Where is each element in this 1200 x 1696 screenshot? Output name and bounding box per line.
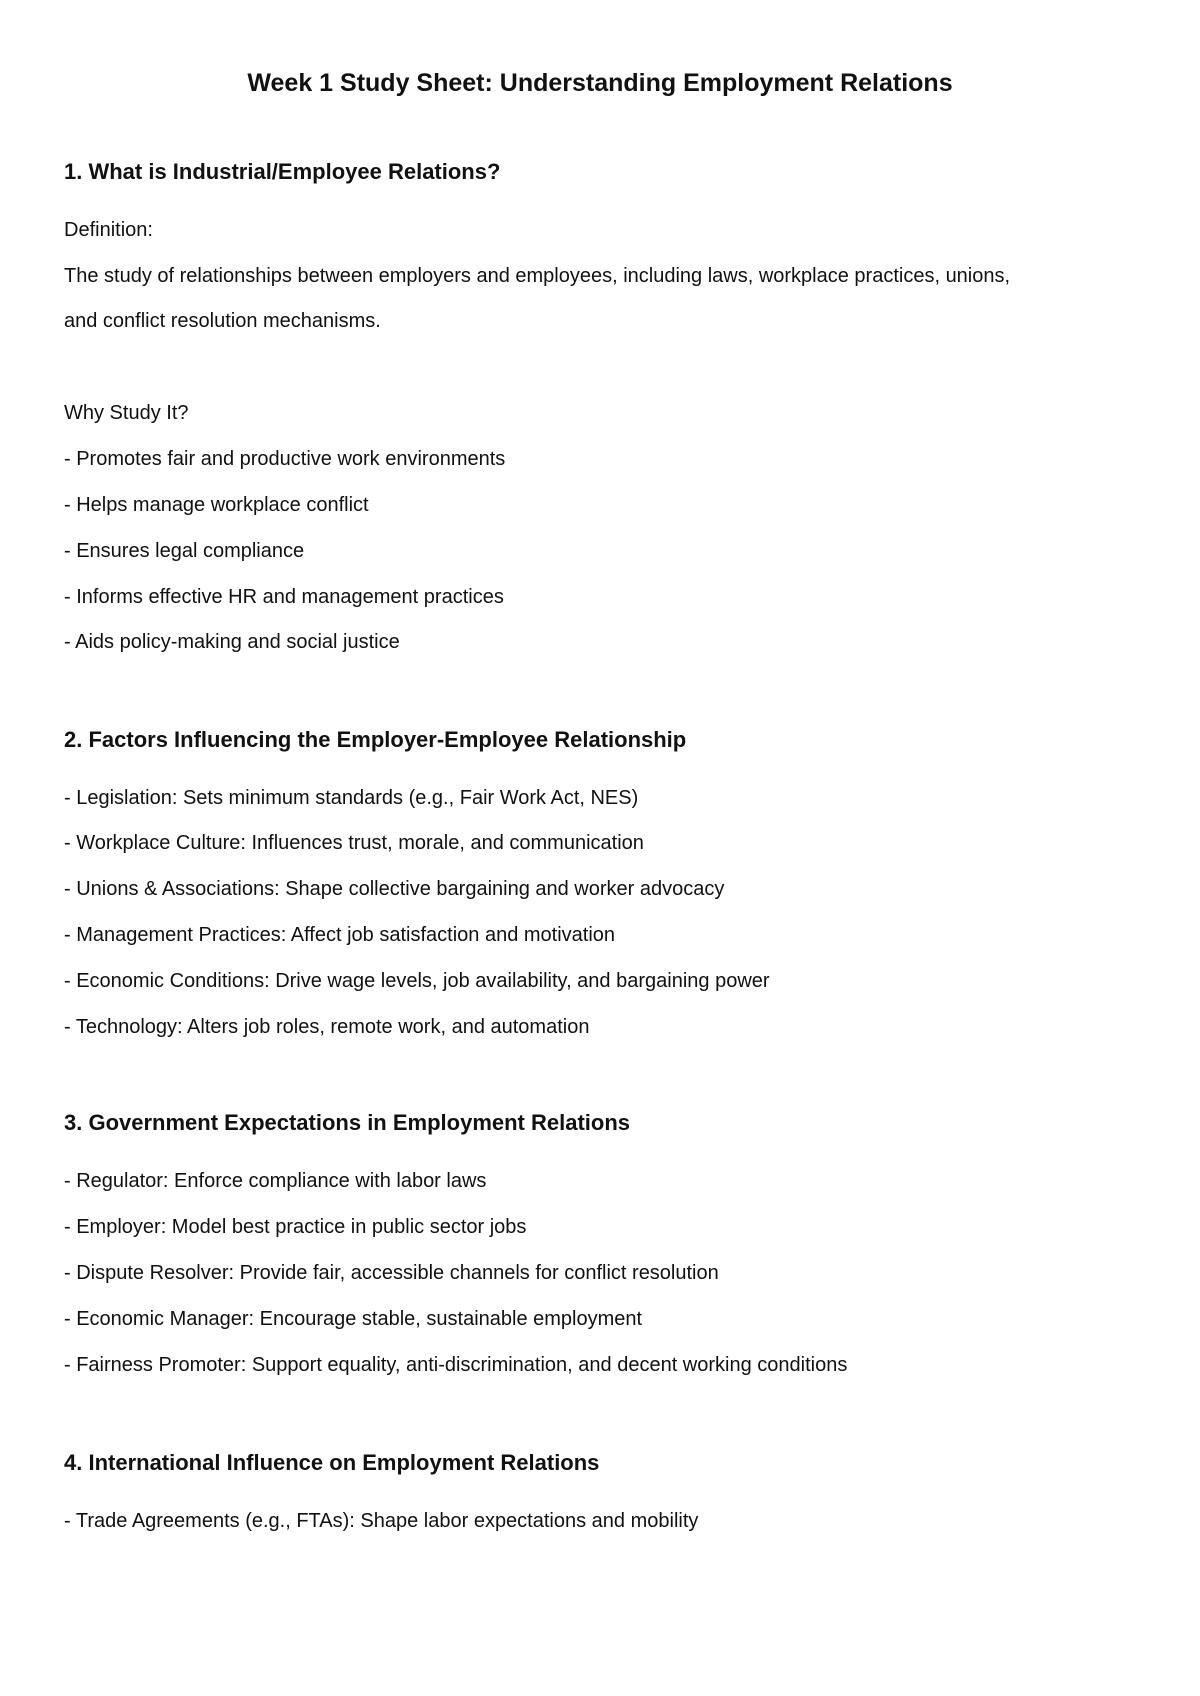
section-3-heading: 3. Government Expectations in Employment Relations bbox=[64, 1110, 631, 1135]
list-item: - Informs effective HR and management practices bbox=[64, 586, 504, 608]
list-item: - Economic Manager: Encourage stable, sustainable employment bbox=[64, 1308, 643, 1330]
section-2-heading: 2. Factors Influencing the Employer-Employee Relationship bbox=[64, 727, 687, 752]
list-item: - Unions & Associations: Shape collective bargaining and worker advocacy bbox=[64, 878, 725, 900]
list-item: - Aids policy-making and social justice bbox=[64, 631, 400, 653]
list-item: - Management Practices: Affect job satisfaction and motivation bbox=[64, 924, 616, 946]
list-item: - Ensures legal compliance bbox=[64, 540, 305, 562]
section-4-heading: 4. International Influence on Employment Relations bbox=[64, 1450, 600, 1475]
why-study-label: Why Study It? bbox=[64, 402, 189, 424]
list-item: - Legislation: Sets minimum standards (e.g., Fair Work Act, NES) bbox=[64, 787, 639, 809]
list-item: - Promotes fair and productive work environments bbox=[64, 448, 506, 470]
list-item: - Fairness Promoter: Support equality, anti-discrimination, and decent working conditions bbox=[64, 1354, 848, 1376]
list-item: - Trade Agreements (e.g., FTAs): Shape labor expectations and mobility bbox=[64, 1510, 699, 1532]
list-item: - Technology: Alters job roles, remote work, and automation bbox=[64, 1016, 590, 1038]
list-item: - Workplace Culture: Influences trust, morale, and communication bbox=[64, 832, 644, 854]
definition-text-line-2: and conflict resolution mechanisms. bbox=[64, 310, 381, 332]
list-item: - Helps manage workplace conflict bbox=[64, 494, 369, 516]
page-title: Week 1 Study Sheet: Understanding Employment Relations bbox=[247, 69, 953, 97]
list-item: - Dispute Resolver: Provide fair, accessible channels for conflict resolution bbox=[64, 1262, 719, 1284]
section-1-heading: 1. What is Industrial/Employee Relations? bbox=[64, 159, 501, 184]
list-item: - Regulator: Enforce compliance with labor laws bbox=[64, 1170, 487, 1192]
definition-text-line-1: The study of relationships between employers and employees, including laws, workplace practices, unions, bbox=[64, 265, 1011, 287]
definition-label: Definition: bbox=[64, 219, 153, 241]
list-item: - Economic Conditions: Drive wage levels, job availability, and bargaining power bbox=[64, 970, 770, 992]
list-item: - Employer: Model best practice in public sector jobs bbox=[64, 1216, 527, 1238]
